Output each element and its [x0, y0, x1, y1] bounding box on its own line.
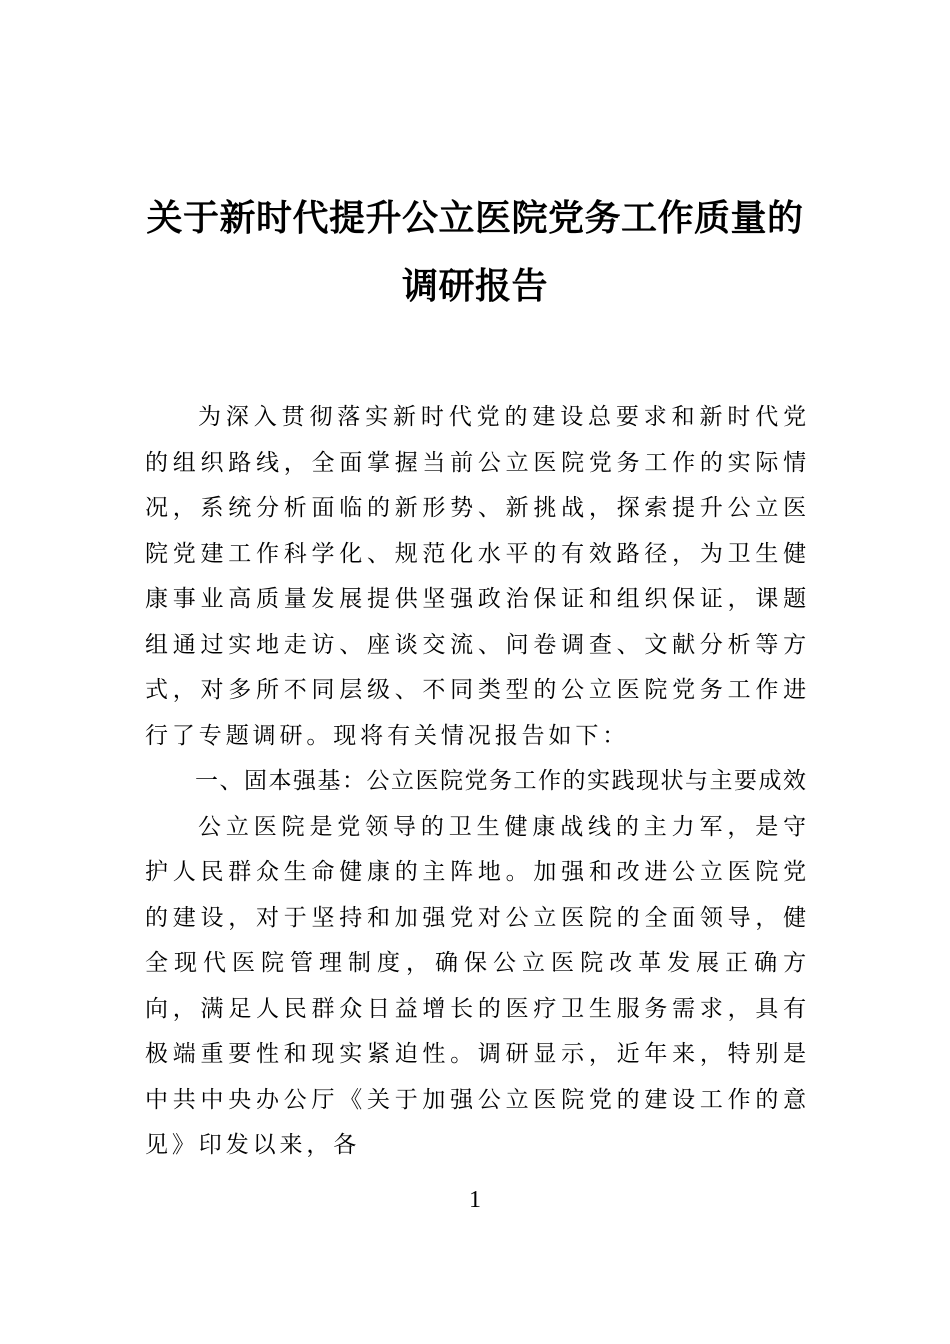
intro-paragraph: 为深入贯彻落实新时代党的建设总要求和新时代党的组织路线，全面掌握当前公立医院党务工作的实际情况，系统分析面临的新形势、新挑战，探索提升公立医院党建工作科学化、规范化水平的有效路径，为卫生健康事业高质量发展提供坚强政治保证和组织保证，课题组通过实地走访、座谈交流、问卷调查、文献分析等方式，对多所不同层级、不同类型的公立医院党务工作进行了专题调研。现将有关情况报告如下： — [145, 404, 810, 749]
section-heading: 一、固本强基：公立医院党务工作的实践现状与主要成效 — [195, 768, 808, 794]
section-paragraph: 公立医院是党领导的卫生健康战线的主力军，是守护人民群众生命健康的主阵地。加强和改进公立医院党的建设，对于坚持和加强党对公立医院的全面领导，健全现代医院管理制度，确保公立医院改革发展正确方向，满足人民群众日益增长的医疗卫生服务需求，具有极端重要性和现实紧迫性。调研显示，近年来，特别是中共中央办公厅《关于加强公立医院党的建设工作的意见》印发以来，各 — [145, 813, 810, 1158]
document-body — [145, 395, 810, 1169]
document-title-line-2: 调研报告 — [401, 265, 548, 307]
document-title-line-1: 关于新时代提升公立医院党务工作质量的 — [146, 197, 804, 239]
page-number: 1 — [469, 1187, 481, 1213]
